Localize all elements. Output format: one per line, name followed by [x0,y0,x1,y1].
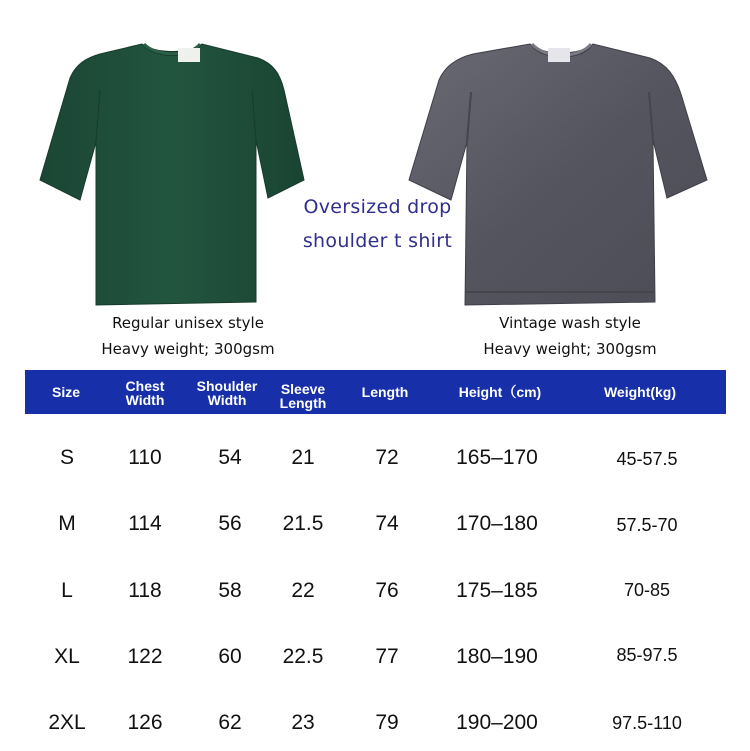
right-caption-style: Vintage wash style [499,314,641,332]
header-shoulder-line-1: Shoulder [196,378,258,394]
cell-shoulder: 62 [218,711,242,734]
header-weight-label: Weight(kg) [603,384,677,400]
headline-line-1: Oversized drop [303,196,452,218]
table-row [0,711,750,751]
cell-chest: 114 [128,512,162,535]
header-sleeve-line-2: Length [279,395,327,411]
green-tshirt-image [30,30,310,315]
table-row [0,645,750,685]
cell-height: 180–190 [456,645,538,668]
header-chest-line-1: Chest [125,378,165,394]
headline-line-2: shoulder t shirt [302,230,453,252]
cell-sleeve: 21 [291,446,315,469]
right-caption-weight: Heavy weight; 300gsm [483,340,657,358]
cell-shoulder: 54 [218,446,242,469]
header-shoulder-line-2: Width [207,392,247,408]
header-size-label: Size [51,384,80,400]
cell-chest: 118 [128,579,162,602]
table-row [0,446,750,486]
cell-size: 2XL [48,711,86,734]
table-row [0,579,750,619]
cell-length: 77 [375,645,399,668]
header-chest-line-2: Width [125,392,165,408]
cell-weight: 57.5-70 [616,515,678,535]
grey-vintage-tshirt-image [405,30,715,315]
cell-height: 190–200 [456,711,538,734]
cell-sleeve: 22.5 [282,645,324,668]
cell-weight: 70-85 [623,580,671,600]
cell-weight: 45-57.5 [616,449,678,469]
header-size [35,385,97,399]
cell-length: 79 [375,711,399,734]
header-shoulder-width [190,379,264,407]
cell-sleeve: 21.5 [282,512,324,535]
cell-shoulder: 60 [218,645,242,668]
cell-chest: 110 [128,446,162,469]
cell-sleeve: 22 [291,579,315,602]
cell-height: 165–170 [456,446,538,469]
cell-sleeve: 23 [291,711,315,734]
cell-shoulder: 58 [218,579,242,602]
header-weight [585,385,695,399]
cell-size: XL [54,645,80,668]
cell-chest: 126 [127,711,163,734]
cell-chest: 122 [127,645,163,668]
cell-height: 175–185 [456,579,538,602]
header-chest-width [110,379,180,407]
cell-shoulder: 56 [218,512,242,535]
cell-length: 76 [375,579,399,602]
table-row [0,512,750,552]
cell-size: S [59,446,74,469]
cell-weight: 85-97.5 [616,645,678,665]
cell-size: L [61,579,73,602]
header-height [440,385,560,399]
size-table-header [25,370,726,414]
cell-length: 74 [375,512,399,535]
cell-length: 72 [375,446,399,469]
left-caption-weight: Heavy weight; 300gsm [101,340,275,358]
header-length-label: Length [361,384,409,400]
header-length [350,385,420,399]
header-sleeve-length [268,382,338,410]
left-caption-style: Regular unisex style [112,314,264,332]
cell-weight: 97.5-110 [612,713,682,733]
cell-height: 170–180 [456,512,538,535]
header-height-label: Height（cm) [458,384,542,400]
cell-size: M [58,512,76,535]
header-sleeve-line-1: Sleeve [280,381,326,397]
